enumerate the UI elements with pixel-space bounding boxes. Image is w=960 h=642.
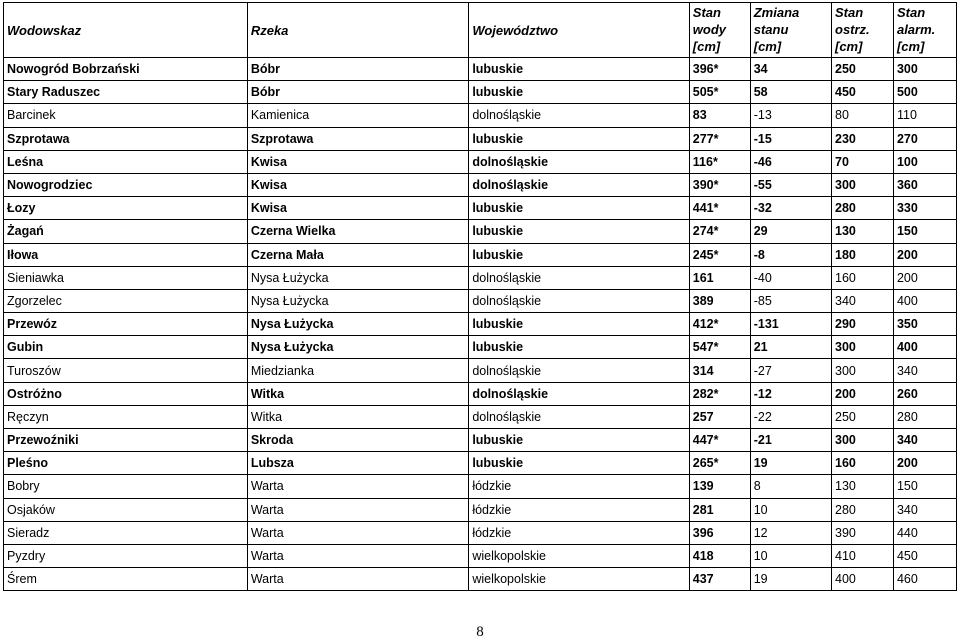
cell-river: Kwisa [247,150,468,173]
cell-voivodeship: lubuskie [469,243,689,266]
cell-water-level: 245* [689,243,750,266]
cell-alarm-level: 400 [893,289,956,312]
cell-water-level: 396 [689,521,750,544]
cell-voivodeship: lubuskie [469,336,689,359]
cell-level-change: -32 [750,197,831,220]
header-alarm-level [893,3,956,58]
table-row [4,382,957,405]
cell-river: Nysa Łużycka [247,289,468,312]
cell-river: Warta [247,544,468,567]
cell-level-change: 12 [750,521,831,544]
cell-alarm-level: 110 [893,104,956,127]
cell-level-change: -55 [750,173,831,196]
cell-water-level: 396* [689,58,750,81]
cell-voivodeship: łódzkie [469,475,689,498]
table-row [4,58,957,81]
cell-river: Kwisa [247,173,468,196]
cell-voivodeship: dolnośląskie [469,266,689,289]
cell-gauge: Zgorzelec [4,289,248,312]
cell-river: Bóbr [247,58,468,81]
cell-river: Nysa Łużycka [247,313,468,336]
cell-alarm-level: 360 [893,173,956,196]
cell-gauge: Śrem [4,568,248,591]
cell-warning-level: 280 [832,498,894,521]
cell-warning-level: 300 [832,173,894,196]
cell-alarm-level: 500 [893,81,956,104]
cell-level-change: -13 [750,104,831,127]
cell-river: Bóbr [247,81,468,104]
cell-warning-level: 300 [832,336,894,359]
cell-voivodeship: łódzkie [469,498,689,521]
header-line: Stan [835,5,864,20]
table-row [4,498,957,521]
cell-voivodeship: łódzkie [469,521,689,544]
cell-river: Skroda [247,429,468,452]
cell-level-change: -85 [750,289,831,312]
cell-alarm-level: 350 [893,313,956,336]
cell-warning-level: 250 [832,58,894,81]
cell-warning-level: 340 [832,289,894,312]
cell-warning-level: 130 [832,220,894,243]
table-row [4,266,957,289]
cell-level-change: 19 [750,568,831,591]
cell-level-change: 58 [750,81,831,104]
cell-alarm-level: 440 [893,521,956,544]
cell-water-level: 274* [689,220,750,243]
cell-warning-level: 280 [832,197,894,220]
header-row [4,3,957,58]
cell-water-level: 314 [689,359,750,382]
cell-river: Czerna Mała [247,243,468,266]
cell-alarm-level: 340 [893,429,956,452]
cell-warning-level: 390 [832,521,894,544]
cell-water-level: 447* [689,429,750,452]
cell-voivodeship: wielkopolskie [469,544,689,567]
table-row [4,568,957,591]
cell-gauge: Łozy [4,197,248,220]
header-line: Rzeka [250,22,289,38]
table-row [4,104,957,127]
cell-warning-level: 130 [832,475,894,498]
cell-gauge: Przewoźniki [4,429,248,452]
table-row [4,359,957,382]
table-row [4,81,957,104]
cell-level-change: -21 [750,429,831,452]
header-line: wody [692,22,727,37]
cell-warning-level: 230 [832,127,894,150]
cell-water-level: 277* [689,127,750,150]
table-row [4,127,957,150]
cell-water-level: 412* [689,313,750,336]
cell-gauge: Ręczyn [4,405,248,428]
cell-alarm-level: 260 [893,382,956,405]
cell-gauge: Osjaków [4,498,248,521]
header-gauge [4,3,248,58]
cell-alarm-level: 150 [893,475,956,498]
table-row [4,429,957,452]
cell-alarm-level: 460 [893,568,956,591]
cell-water-level: 139 [689,475,750,498]
cell-warning-level: 410 [832,544,894,567]
cell-river: Kamienica [247,104,468,127]
cell-level-change: -131 [750,313,831,336]
cell-water-level: 161 [689,266,750,289]
cell-water-level: 281 [689,498,750,521]
cell-river: Witka [247,382,468,405]
cell-water-level: 116* [689,150,750,173]
table-header [4,3,957,58]
table-row [4,243,957,266]
header-line: alarm. [896,22,936,37]
cell-warning-level: 300 [832,429,894,452]
cell-voivodeship: dolnośląskie [469,150,689,173]
cell-gauge: Żagań [4,220,248,243]
cell-voivodeship: lubuskie [469,313,689,336]
cell-alarm-level: 280 [893,405,956,428]
cell-gauge: Nowogród Bobrzański [4,58,248,81]
cell-water-level: 282* [689,382,750,405]
cell-river: Szprotawa [247,127,468,150]
cell-warning-level: 290 [832,313,894,336]
cell-voivodeship: dolnośląskie [469,382,689,405]
cell-alarm-level: 330 [893,197,956,220]
table-row [4,544,957,567]
cell-voivodeship: dolnośląskie [469,359,689,382]
cell-voivodeship: lubuskie [469,197,689,220]
cell-river: Miedzianka [247,359,468,382]
cell-water-level: 505* [689,81,750,104]
cell-gauge: Ostróżno [4,382,248,405]
cell-level-change: 34 [750,58,831,81]
cell-warning-level: 180 [832,243,894,266]
cell-water-level: 257 [689,405,750,428]
cell-river: Warta [247,521,468,544]
cell-gauge: Nowogrodziec [4,173,248,196]
cell-voivodeship: lubuskie [469,429,689,452]
cell-level-change: -40 [750,266,831,289]
water-level-table [3,2,957,591]
table-row [4,521,957,544]
cell-water-level: 389 [689,289,750,312]
header-line: [cm] [896,39,925,54]
page-number: 8 [476,624,484,640]
cell-gauge: Pyzdry [4,544,248,567]
cell-level-change: -15 [750,127,831,150]
table-row [4,173,957,196]
cell-alarm-level: 100 [893,150,956,173]
cell-alarm-level: 270 [893,127,956,150]
cell-warning-level: 160 [832,452,894,475]
cell-river: Nysa Łużycka [247,336,468,359]
header-level-change [750,3,831,58]
cell-gauge: Przewóz [4,313,248,336]
cell-level-change: -46 [750,150,831,173]
cell-voivodeship: dolnośląskie [469,405,689,428]
cell-warning-level: 300 [832,359,894,382]
cell-gauge: Pleśno [4,452,248,475]
cell-warning-level: 200 [832,382,894,405]
cell-gauge: Szprotawa [4,127,248,150]
cell-gauge: Gubin [4,336,248,359]
header-line: [cm] [692,39,721,54]
cell-alarm-level: 300 [893,58,956,81]
header-line: Zmiana [753,5,800,20]
cell-warning-level: 80 [832,104,894,127]
table-row [4,405,957,428]
cell-gauge: Stary Raduszec [4,81,248,104]
cell-water-level: 265* [689,452,750,475]
cell-alarm-level: 400 [893,336,956,359]
cell-river: Czerna Wielka [247,220,468,243]
cell-alarm-level: 200 [893,266,956,289]
table-row [4,336,957,359]
cell-level-change: 29 [750,220,831,243]
header-river [247,3,468,58]
table-body [4,58,957,591]
cell-warning-level: 250 [832,405,894,428]
cell-river: Witka [247,405,468,428]
cell-gauge: Turoszów [4,359,248,382]
header-line: stanu [753,22,789,37]
cell-level-change: 19 [750,452,831,475]
cell-voivodeship: dolnośląskie [469,104,689,127]
cell-river: Warta [247,475,468,498]
header-line: ostrz. [835,22,870,37]
header-voivodeship [469,3,689,58]
table-row [4,150,957,173]
cell-water-level: 547* [689,336,750,359]
cell-gauge: Sieradz [4,521,248,544]
cell-level-change: 8 [750,475,831,498]
cell-voivodeship: lubuskie [469,127,689,150]
cell-alarm-level: 340 [893,359,956,382]
cell-alarm-level: 450 [893,544,956,567]
table-row [4,289,957,312]
cell-voivodeship: lubuskie [469,81,689,104]
cell-alarm-level: 200 [893,243,956,266]
cell-river: Warta [247,568,468,591]
cell-water-level: 418 [689,544,750,567]
cell-river: Kwisa [247,197,468,220]
cell-warning-level: 160 [832,266,894,289]
cell-voivodeship: lubuskie [469,452,689,475]
cell-level-change: 21 [750,336,831,359]
cell-level-change: -22 [750,405,831,428]
cell-warning-level: 70 [832,150,894,173]
cell-alarm-level: 340 [893,498,956,521]
cell-gauge: Iłowa [4,243,248,266]
cell-alarm-level: 150 [893,220,956,243]
cell-river: Nysa Łużycka [247,266,468,289]
cell-water-level: 441* [689,197,750,220]
table-row [4,313,957,336]
cell-level-change: 10 [750,498,831,521]
header-line: [cm] [835,39,863,54]
header-line: Wodowskaz [7,22,82,38]
cell-warning-level: 400 [832,568,894,591]
header-line: [cm] [753,39,782,54]
cell-water-level: 390* [689,173,750,196]
cell-gauge: Sieniawka [4,266,248,289]
cell-level-change: -27 [750,359,831,382]
table-row [4,452,957,475]
cell-level-change: -12 [750,382,831,405]
header-warning-level [832,3,894,58]
cell-water-level: 437 [689,568,750,591]
cell-level-change: 10 [750,544,831,567]
cell-gauge: Bobry [4,475,248,498]
cell-river: Lubsza [247,452,468,475]
cell-voivodeship: dolnośląskie [469,289,689,312]
table-row [4,475,957,498]
cell-voivodeship: lubuskie [469,58,689,81]
cell-river: Warta [247,498,468,521]
cell-water-level: 83 [689,104,750,127]
cell-gauge: Barcinek [4,104,248,127]
cell-warning-level: 450 [832,81,894,104]
cell-level-change: -8 [750,243,831,266]
cell-alarm-level: 200 [893,452,956,475]
cell-gauge: Leśna [4,150,248,173]
table-row [4,197,957,220]
header-water-level [689,3,750,58]
cell-voivodeship: lubuskie [469,220,689,243]
cell-voivodeship: wielkopolskie [469,568,689,591]
header-line: Województwo [472,22,559,38]
table-row [4,220,957,243]
cell-voivodeship: dolnośląskie [469,173,689,196]
header-line: Stan [896,5,926,20]
header-line: Stan [692,5,721,20]
